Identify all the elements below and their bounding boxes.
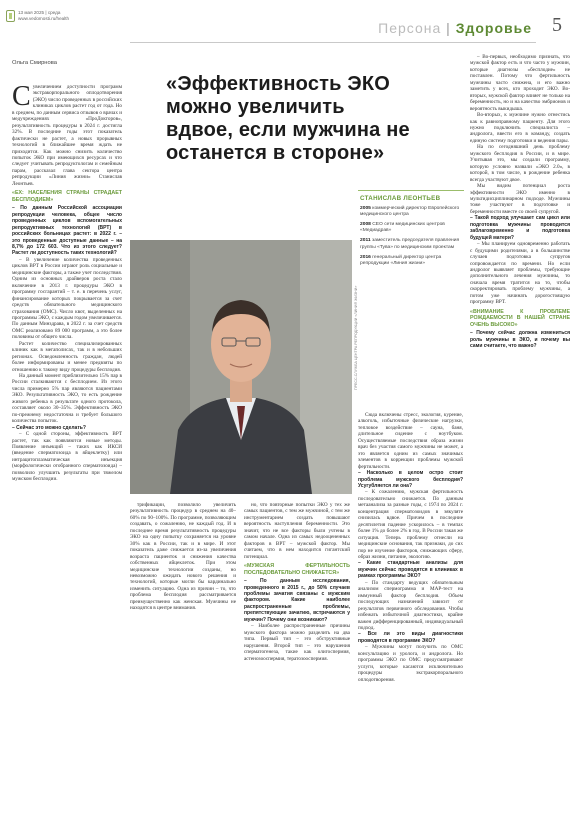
intro-text: увеличением доступности программ экстракорпорального оплодотворения (ЭКО) число проведенных в российских клиниках циклов растет год от года. Но в среднем, по данным сервиса отзывов о врачах и медучреждениях «ПроДокторов», результативность процедуры в 2024 г. достигла 32%. В последние годы этот показатель фактически не растет, а новых прорывных технологий в ближайшее время ждать не приходится. Как можно снизить количество попыток ЭКО при имеющихся ресурсах и что следует учитывать репродуктологам и семейным парам, рассказал глава сектора центра репродукции «Линия жизни» Станислав Леонтьев.	[12, 84, 122, 187]
paragraph: – С одной стороны, эффективность ВРТ растет, так как появляются новые методы. Появление инъекций – таких как ИКСИ (введение сперматозоида в яйцеклетку) или интрацитоплазматическая инъекция (морфологически отобранного сперматозоида) – позволило улучшить результаты при тяжелом мужском бесплодии.	[12, 431, 122, 483]
bio-entry: 2011 заместитель председателя правления группы «Тува» по медицинским проектам	[360, 238, 460, 250]
paragraph: – В увеличение количества проведенных циклов ВРТ в России играют роль социальные и медицинские факторы, а также учет последствия. Одним из основных драйверов роста стало включение в 2013 г. процедуры ЭКО в программу госгарантий – т. е. в перечень услуг, финансирование которых покрывается за счет средств обязательного медицинского страхования (ОМС). Число квот, выделенных на программы ЭКО, с каждым годом увеличивается. По данным Минздрава, в 2022 г. за счет средств ОМС реализовано 89 000 программ, а это более половины от общего числа.	[12, 256, 122, 341]
bio-name: СТАНИСЛАВ ЛЕОНТЬЕВ	[360, 195, 441, 202]
paragraph: – Наиболее распространенные причины мужского фактора можно разделить на два типа. Первый тип – это обструктивные нарушения. Второй тип – это нарушения сперматогенеза, такие как олигоспермия, астенозооспермия, тератозооспермия.	[244, 623, 350, 662]
bio-entry: 2005 коммерческий директор Европейского медицинского центра	[360, 206, 460, 218]
question-7: – Такой подход улучшает сам цикл или подготовка мужчины проводится заблаговременно и подготовка будущей матери?	[470, 215, 570, 241]
paragraph: На данный момент приблизительно 15% пар в России сталкиваются с бесплодием. Из этого числа примерно 5% пар являются пациентами ЭКО. Результативность ЭКО, то есть рождение живого ребенка в результате одного протокола, составляет около 30–35%. Эффективность ЭКО по-прежнему недостаточна и требует большого количества попыток.	[12, 373, 122, 425]
column-3	[244, 502, 350, 828]
header-divider	[130, 42, 536, 43]
column-2	[130, 502, 236, 828]
bio-divider	[358, 190, 464, 191]
subheading-1: «ЕХ: НАСЕЛЕНИЯ СТРАНЫ СТРАДАЕТ БЕСПЛОДИЕМ»	[12, 190, 122, 203]
portrait-photo	[130, 240, 352, 494]
section-left: Персона	[378, 20, 442, 36]
paragraph: – Во-первых, необходимо признать, что мужской фактор есть и что часто у мужчин, которые диагнозы «бесплодие» не поставлен. Потому что фертильность мужчины часто снижена, и его важно заметить у всех, кто проходит ЭКО. Во-вторых, мужской фактор влияет не только на беременность, но и на качество эмбрионов и вероятность выкидыша.	[470, 54, 570, 112]
bio-entry: 2008 СЕО сети медицинских центров «Медиадрав»	[360, 222, 445, 234]
subheading-2: «МУЖСКАЯ ФЕРТИЛЬНОСТЬ ПОСЛЕДОВАТЕЛЬНО СНИЖАЕТСЯ»	[244, 563, 350, 576]
header-meta	[18, 10, 138, 22]
section-right: Здоровье	[455, 20, 532, 36]
column-5	[470, 54, 570, 828]
issue-date: 13 мая 2025 | среда	[18, 10, 61, 15]
question-6: – Все ли это виды диагностики проводятся в программе ЭКО?	[358, 631, 463, 644]
paragraph: Во-вторых, к мужчине нужно отнестись как к равноправному пациенту. Для этого нужно подключить специалиста – андролога, ввести его в команду, создать единую систему подготовки и ведения пары.	[470, 112, 570, 144]
portrait-illustration	[130, 240, 352, 494]
question-1: – По данным Российской ассоциации репродукции человека, общее число проведенных циклов вспомогательных репродуктивных технологий (ВРТ) в российских больницах растет: в 2022 г. – это проведенные доступные данные – на 8,7% до 172 603. Что из этого следует? Растет ли доступность таких технологий?	[12, 205, 122, 257]
page-number: 5	[552, 14, 562, 36]
paragraph: – Мужчины могут получить по ОМС консультацию и уролога, и андролога. Но программы ЭКО по ОМС предусматривают услуги, которые касаются исключительно процедуры экстракорпорального оплодотворения.	[358, 644, 463, 683]
question-4: – Насколько в целом остро стоит проблема мужского бесплодия? Усугубляется ли она?	[358, 470, 463, 489]
column-4	[358, 412, 463, 828]
paragraph: – К сожалению, мужская фертильность последовательно снижается. По данным метаанализа за разные годы, с 1974 по 2024 г. концентрация сперматозоидов в эякуляте снизилась вдвое. Причем в последние десятилетия падение ускорилось – в темпах более 1% до более 2% в год. В России такая же ситуация. Теперь проблему отнесли на медицинские основания, так признаки, до сих пор не изучение факторов, снижающих сферу, образ жизни, питание, экологию.	[358, 489, 463, 560]
photo-credit: ПРЕСС-СЛУЖБА ЦЕНТРА РЕПРОДУКЦИИ «ЛИНИЯ ЖИЗНИ»	[354, 285, 358, 390]
question-2: – Сейчас это можно сделать?	[12, 424, 86, 431]
author-name: Ольга Смирнова	[12, 60, 57, 66]
question-3: – По данным исследования, проведенного в 2015 г., до 50% случаев проблемы зачатия связаны с мужским фактором. Какие наиболее распространенные проблемы, препятствующие зачатию, встречаются у мужчин? Почему они возникают?	[244, 578, 350, 623]
drop-cap: С	[12, 84, 31, 112]
section-title: Персона | Здоровье	[378, 20, 532, 36]
paragraph: – Мы планируем одновременно работать с будущими родителями, а в большинстве случаев подготовка супругов сопровождается по времени. Но если андролог выявляет проблемы, требующие дополнительного лечения мужчины, то сначала время тратится на то, чтобы скорректировать проблему мужчины, а потом уже начинать дорогостоящую программу ВРТ.	[470, 241, 570, 306]
paragraph: Растет количество специализированных клиник как в мегаполисах, так и в небольших регионах. Осведомленность граждан, людей более информированы и менее предвзяты по отношению к такому виду процедуры бесплодия.	[12, 340, 122, 373]
headline: «Эффективность ЭКО можно увеличить вдвое, если мужчина не останется в стороне»	[166, 73, 410, 164]
paragraph: трификации, позволило увеличить результативность процедур в среднем на 40–60% по 90–100%. По программе, позволяющим создавать, о сожалению, не каждый год. И в последнее время результативность процедуры ЭКО на одну попытку сохраняется на уровне 30% как в России, так и в мире. И этот показатель даже снижается из-за увеличения возраста пациенток и снижения качества собственных яйцеклеток. При этом медицинские технологии созданы, но невозможно ожидать нового решения и технологий, которые могли бы кардинально изменить ситуацию. Одна из причин – то, что проблема бесплодия рассматривается преимущественно как женская. Мужчины не находятся в центре внимания.	[130, 502, 236, 612]
paragraph: Мы видим потенциал роста эффективности ЭКО именно в мультидисциплинарном подходе. Мужчины тоже участвуют в подготовке и беременности вместе со своей супругой.	[470, 183, 570, 215]
question-8: – Почему сейчас должна измениться роль мужчины в ЭКО, и почему вы сами считаете, что важно?	[470, 330, 570, 350]
column-1	[12, 84, 122, 828]
paragraph: Сюда включены стресс, экология, курение, алкоголь, избыточные физические нагрузки, тепловое воздействие – сауна, баня, длительное сидение с ноутбуком. Осуществляемые последствия образа жизни врач без участия самого мужчины не может, а это является одним из самых значимых элементов в коррекции проблемы мужской фертильности.	[358, 412, 463, 470]
site-url[interactable]: www.vedomosti.ru/health	[18, 16, 70, 21]
paragraph: – По стандарту ведущих обязательным анализом спермограмма и МАР-тест на иммунный фактор бесплодия. Объем последующих назначений зависит от результатов первичного обследования. Чтобы избежать избыточной диагностики, крайне важен дифференцированный, индивидуальный подход.	[358, 579, 463, 631]
paragraph: На по сегодняшний день проблему мужского бесплодия в России, и в мире. Учитывая это, мы создали программу, которую условно назвали «ЭКО 2.0», в которой, в том числе, в рождение ребенка всегда участвуют двое.	[470, 144, 570, 183]
paragraph: но, что повторные попытки ЭКО у тех же самых пациентов, с тем же мужчиной, с тем же инструментарием создать повышают вероятность наступления беременности. Это значит, что не все факторы были учтены в самом начале. Одна из самых недооцененных факторов в ВРТ – мужской фактор. Мы считаем, что в нем находится гигантский потенциал.	[244, 502, 350, 560]
subheading-3: «ВНИМАНИЕ К ПРОБЛЕМЕ РОЖДАЕМОСТИ В НАШЕЙ СТРАНЕ ОЧЕНЬ ВЫСОКО»	[470, 308, 570, 328]
bio-box	[360, 196, 464, 271]
brand-logo-icon	[6, 10, 15, 22]
bio-entry: 2016 генеральный директор центра репродукции «Линия жизни»	[360, 254, 442, 266]
question-5: – Какие стандартные анализы для мужчин сейчас проводятся в клиниках в рамках программы ЭКО?	[358, 560, 463, 580]
